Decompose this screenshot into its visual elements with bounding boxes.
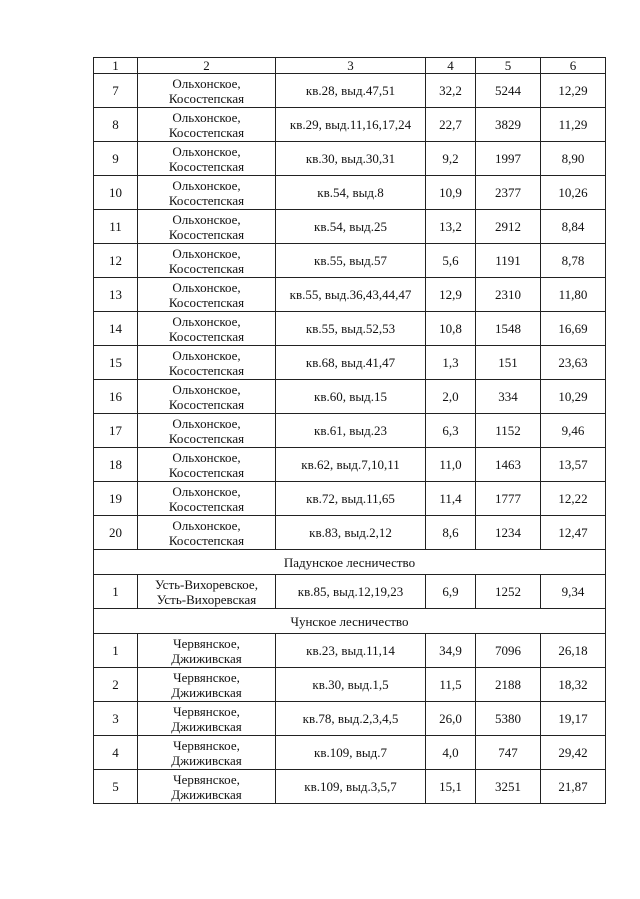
location-cell: кв.30, выд.1,5 xyxy=(276,668,426,702)
location-cell: кв.55, выд.57 xyxy=(276,244,426,278)
forestry-district-cell xyxy=(138,770,276,804)
district-name: Ольхонское, xyxy=(172,381,241,397)
subdistrict-name: Косостепская xyxy=(168,294,245,310)
forestry-district-cell xyxy=(138,176,276,210)
value-col6: 13,57 xyxy=(541,448,606,482)
header-cell-4: 4 xyxy=(426,58,476,74)
subdistrict-name: Косостепская xyxy=(168,396,245,412)
value-col6: 10,26 xyxy=(541,176,606,210)
table-row xyxy=(94,516,606,550)
forestry-district-cell xyxy=(138,346,276,380)
table-row xyxy=(94,482,606,516)
row-number: 1 xyxy=(94,634,138,668)
table-row xyxy=(94,74,606,108)
value-col4: 13,2 xyxy=(426,210,476,244)
subdistrict-name: Усть-Вихоревская xyxy=(156,591,257,607)
forestry-district-cell xyxy=(138,668,276,702)
table-row xyxy=(94,668,606,702)
table-row xyxy=(94,702,606,736)
row-number: 16 xyxy=(94,380,138,414)
forestry-district-cell xyxy=(138,575,276,609)
district-name: Ольхонское, xyxy=(172,313,241,329)
forestry-district-cell xyxy=(138,244,276,278)
district-name: Ольхонское, xyxy=(172,517,241,533)
section-title-chunskoe: Чунское лесничество xyxy=(94,609,606,634)
forestry-district-cell xyxy=(138,482,276,516)
table-row xyxy=(94,278,606,312)
value-col5: 1463 xyxy=(476,448,541,482)
row-number: 15 xyxy=(94,346,138,380)
location-cell: кв.61, выд.23 xyxy=(276,414,426,448)
row-number: 13 xyxy=(94,278,138,312)
value-col6: 11,29 xyxy=(541,108,606,142)
row-number: 3 xyxy=(94,702,138,736)
value-col4: 6,3 xyxy=(426,414,476,448)
value-col4: 10,8 xyxy=(426,312,476,346)
value-col6: 12,29 xyxy=(541,74,606,108)
location-cell: кв.30, выд.30,31 xyxy=(276,142,426,176)
subdistrict-name: Джиживская xyxy=(171,752,242,768)
value-col6: 29,42 xyxy=(541,736,606,770)
forestry-district-cell xyxy=(138,448,276,482)
value-col4: 2,0 xyxy=(426,380,476,414)
district-name: Ольхонское, xyxy=(172,245,241,261)
value-col5: 2310 xyxy=(476,278,541,312)
table-row xyxy=(94,142,606,176)
location-cell: кв.28, выд.47,51 xyxy=(276,74,426,108)
value-col6: 21,87 xyxy=(541,770,606,804)
row-number: 18 xyxy=(94,448,138,482)
table-row xyxy=(94,210,606,244)
table-row xyxy=(94,380,606,414)
location-cell: кв.55, выд.36,43,44,47 xyxy=(276,278,426,312)
table-row xyxy=(94,346,606,380)
value-col5: 2377 xyxy=(476,176,541,210)
forestry-district-cell xyxy=(138,74,276,108)
table-row xyxy=(94,414,606,448)
value-col6: 16,69 xyxy=(541,312,606,346)
location-cell: кв.83, выд.2,12 xyxy=(276,516,426,550)
value-col4: 1,3 xyxy=(426,346,476,380)
forestry-table xyxy=(93,57,606,804)
table-row xyxy=(94,312,606,346)
subdistrict-name: Косостепская xyxy=(168,124,245,140)
value-col4: 5,6 xyxy=(426,244,476,278)
forestry-district-cell xyxy=(138,702,276,736)
row-number: 5 xyxy=(94,770,138,804)
value-col5: 2188 xyxy=(476,668,541,702)
row-number: 9 xyxy=(94,142,138,176)
row-number: 20 xyxy=(94,516,138,550)
value-col6: 10,29 xyxy=(541,380,606,414)
district-name: Червянское, xyxy=(173,635,240,651)
row-number: 8 xyxy=(94,108,138,142)
location-cell: кв.78, выд.2,3,4,5 xyxy=(276,702,426,736)
location-cell: кв.68, выд.41,47 xyxy=(276,346,426,380)
location-cell: кв.62, выд.7,10,11 xyxy=(276,448,426,482)
forestry-district-cell xyxy=(138,380,276,414)
value-col6: 12,22 xyxy=(541,482,606,516)
forestry-district-cell xyxy=(138,414,276,448)
row-number: 19 xyxy=(94,482,138,516)
subdistrict-name: Косостепская xyxy=(168,362,245,378)
subdistrict-name: Джиживская xyxy=(171,718,242,734)
location-cell: кв.55, выд.52,53 xyxy=(276,312,426,346)
location-cell: кв.109, выд.7 xyxy=(276,736,426,770)
subdistrict-name: Джиживская xyxy=(171,786,242,802)
value-col5: 1152 xyxy=(476,414,541,448)
value-col6: 8,78 xyxy=(541,244,606,278)
value-col5: 5244 xyxy=(476,74,541,108)
value-col4: 11,4 xyxy=(426,482,476,516)
header-cell-6: 6 xyxy=(541,58,606,74)
forestry-district-cell xyxy=(138,736,276,770)
value-col4: 11,0 xyxy=(426,448,476,482)
district-name: Ольхонское, xyxy=(172,109,241,125)
value-col6: 8,84 xyxy=(541,210,606,244)
value-col4: 9,2 xyxy=(426,142,476,176)
table-row xyxy=(94,736,606,770)
value-col4: 10,9 xyxy=(426,176,476,210)
value-col5: 1777 xyxy=(476,482,541,516)
value-col5: 1548 xyxy=(476,312,541,346)
district-name: Червянское, xyxy=(173,737,240,753)
district-name: Ольхонское, xyxy=(172,347,241,363)
value-col5: 1997 xyxy=(476,142,541,176)
table-row xyxy=(94,176,606,210)
header-cell-3: 3 xyxy=(276,58,426,74)
subdistrict-name: Косостепская xyxy=(168,90,245,106)
value-col6: 19,17 xyxy=(541,702,606,736)
row-number: 17 xyxy=(94,414,138,448)
value-col5: 5380 xyxy=(476,702,541,736)
section-row xyxy=(94,609,606,634)
value-col4: 34,9 xyxy=(426,634,476,668)
value-col5: 1191 xyxy=(476,244,541,278)
header-row xyxy=(94,58,606,74)
subdistrict-name: Косостепская xyxy=(168,226,245,242)
subdistrict-name: Джиживская xyxy=(171,650,242,666)
forestry-district-cell xyxy=(138,634,276,668)
district-name: Ольхонское, xyxy=(172,143,241,159)
subdistrict-name: Косостепская xyxy=(168,464,245,480)
section-row xyxy=(94,550,606,575)
district-name: Усть-Вихоревское, xyxy=(155,576,258,592)
forestry-district-cell xyxy=(138,210,276,244)
value-col6: 9,34 xyxy=(541,575,606,609)
value-col4: 26,0 xyxy=(426,702,476,736)
row-number: 1 xyxy=(94,575,138,609)
value-col5: 3251 xyxy=(476,770,541,804)
row-number: 7 xyxy=(94,74,138,108)
header-cell-2: 2 xyxy=(138,58,276,74)
district-name: Червянское, xyxy=(173,771,240,787)
district-name: Ольхонское, xyxy=(172,279,241,295)
value-col4: 12,9 xyxy=(426,278,476,312)
subdistrict-name: Косостепская xyxy=(168,158,245,174)
table-row xyxy=(94,244,606,278)
district-name: Ольхонское, xyxy=(172,75,241,91)
value-col5: 1234 xyxy=(476,516,541,550)
value-col5: 151 xyxy=(476,346,541,380)
table-row xyxy=(94,634,606,668)
value-col4: 15,1 xyxy=(426,770,476,804)
value-col5: 334 xyxy=(476,380,541,414)
value-col5: 3829 xyxy=(476,108,541,142)
value-col6: 12,47 xyxy=(541,516,606,550)
district-name: Червянское, xyxy=(173,703,240,719)
value-col6: 18,32 xyxy=(541,668,606,702)
district-name: Ольхонское, xyxy=(172,211,241,227)
forestry-district-cell xyxy=(138,142,276,176)
location-cell: кв.23, выд.11,14 xyxy=(276,634,426,668)
subdistrict-name: Джиживская xyxy=(171,684,242,700)
forestry-district-cell xyxy=(138,516,276,550)
value-col6: 23,63 xyxy=(541,346,606,380)
location-cell: кв.29, выд.11,16,17,24 xyxy=(276,108,426,142)
subdistrict-name: Косостепская xyxy=(168,430,245,446)
district-name: Червянское, xyxy=(173,669,240,685)
location-cell: кв.72, выд.11,65 xyxy=(276,482,426,516)
value-col6: 11,80 xyxy=(541,278,606,312)
forestry-district-cell xyxy=(138,278,276,312)
subdistrict-name: Косостепская xyxy=(168,192,245,208)
table-body xyxy=(94,58,606,804)
forestry-district-cell xyxy=(138,312,276,346)
value-col4: 32,2 xyxy=(426,74,476,108)
subdistrict-name: Косостепская xyxy=(168,498,245,514)
row-number: 4 xyxy=(94,736,138,770)
table-row xyxy=(94,770,606,804)
row-number: 2 xyxy=(94,668,138,702)
row-number: 10 xyxy=(94,176,138,210)
district-name: Ольхонское, xyxy=(172,177,241,193)
value-col6: 8,90 xyxy=(541,142,606,176)
location-cell: кв.109, выд.3,5,7 xyxy=(276,770,426,804)
location-cell: кв.60, выд.15 xyxy=(276,380,426,414)
location-cell: кв.85, выд.12,19,23 xyxy=(276,575,426,609)
table-row xyxy=(94,575,606,609)
value-col5: 1252 xyxy=(476,575,541,609)
value-col6: 26,18 xyxy=(541,634,606,668)
section-title-padunskoe: Падунское лесничество xyxy=(94,550,606,575)
district-name: Ольхонское, xyxy=(172,415,241,431)
district-name: Ольхонское, xyxy=(172,483,241,499)
subdistrict-name: Косостепская xyxy=(168,260,245,276)
value-col4: 11,5 xyxy=(426,668,476,702)
value-col4: 4,0 xyxy=(426,736,476,770)
row-number: 11 xyxy=(94,210,138,244)
value-col4: 8,6 xyxy=(426,516,476,550)
forestry-district-cell xyxy=(138,108,276,142)
header-cell-1: 1 xyxy=(94,58,138,74)
location-cell: кв.54, выд.25 xyxy=(276,210,426,244)
header-cell-5: 5 xyxy=(476,58,541,74)
subdistrict-name: Косостепская xyxy=(168,328,245,344)
district-name: Ольхонское, xyxy=(172,449,241,465)
value-col6: 9,46 xyxy=(541,414,606,448)
value-col5: 7096 xyxy=(476,634,541,668)
row-number: 12 xyxy=(94,244,138,278)
table-row xyxy=(94,448,606,482)
value-col5: 2912 xyxy=(476,210,541,244)
location-cell: кв.54, выд.8 xyxy=(276,176,426,210)
value-col4: 22,7 xyxy=(426,108,476,142)
value-col5: 747 xyxy=(476,736,541,770)
value-col4: 6,9 xyxy=(426,575,476,609)
subdistrict-name: Косостепская xyxy=(168,532,245,548)
row-number: 14 xyxy=(94,312,138,346)
table-row xyxy=(94,108,606,142)
